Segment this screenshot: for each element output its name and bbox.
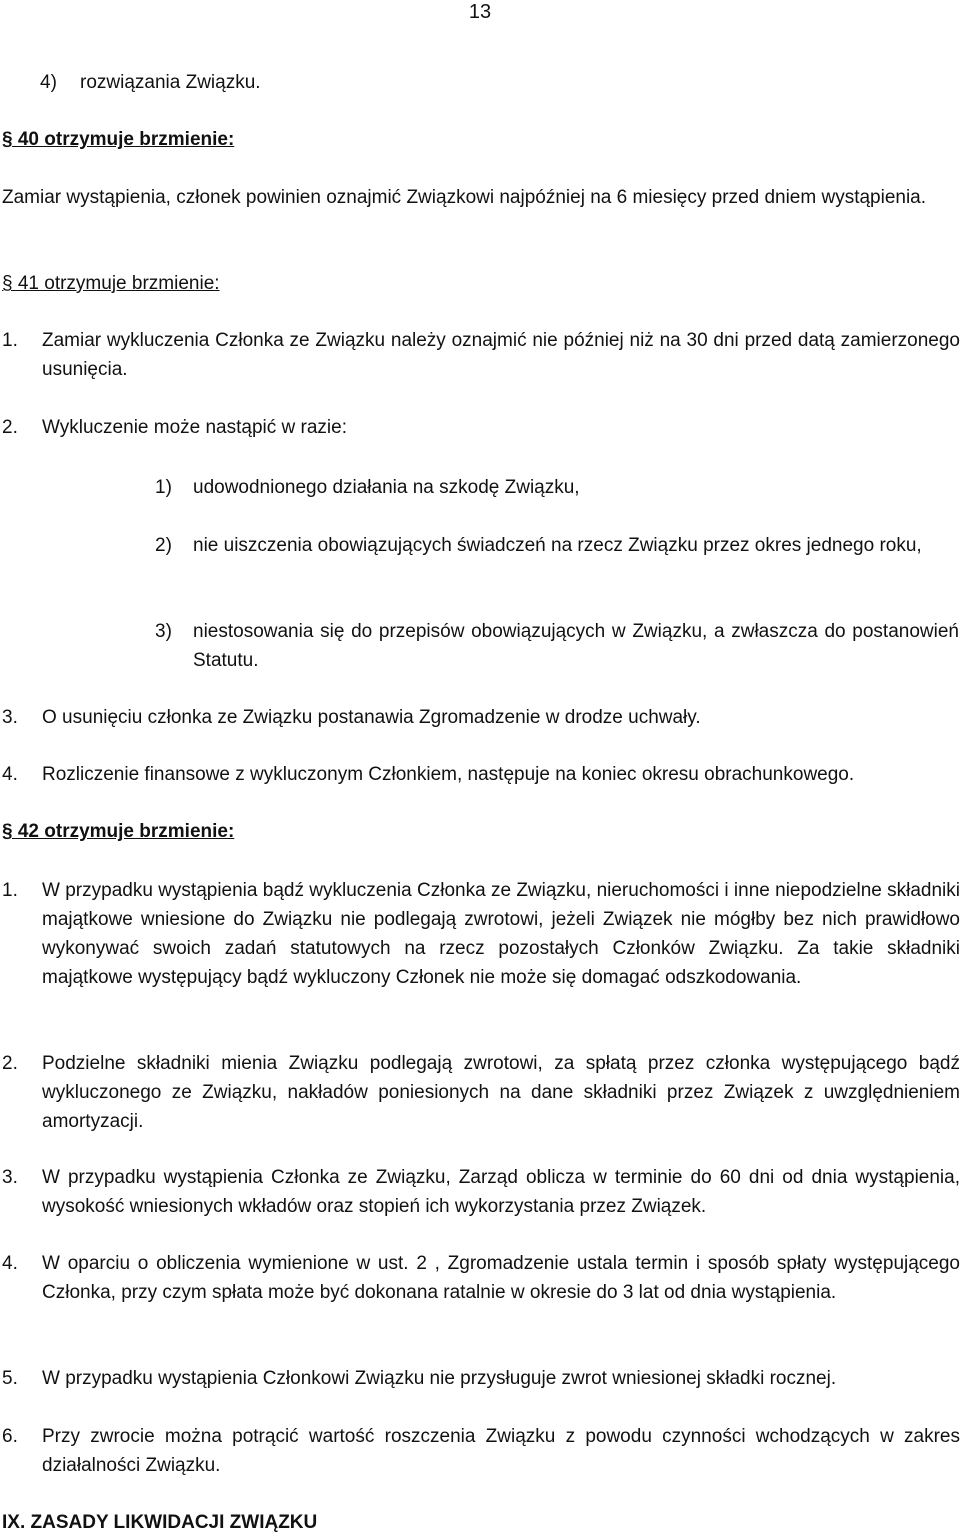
paragraph-text: W oparciu o obliczenia wymienione w ust. 2 , Zgromadzenie ustala termin i sposób spłaty występującego Członka, przy czym spłata może być dokonana ratalnie w okresie do 3 lat od dnia wystąpienia. bbox=[42, 1253, 960, 1303]
paragraph-number: 1. bbox=[2, 330, 18, 351]
subitem-number: 3) bbox=[155, 621, 172, 642]
subitem-number: 2) bbox=[155, 535, 172, 556]
paragraph-text: O usunięciu członka ze Związku postanawia Zgromadzenie w drodze uchwały. bbox=[42, 707, 701, 728]
paragraph-number: 6. bbox=[2, 1426, 18, 1447]
paragraph-text: Wykluczenie może nastąpić w razie: bbox=[42, 417, 348, 438]
section-40-heading: § 40 otrzymuje brzmienie: bbox=[2, 129, 235, 150]
paragraph-text: W przypadku wystąpienia bądź wykluczenia Członka ze Związku, nieruchomości i inne niepodzielne składniki majątkowe wniesione do Związku nie podlegają zwrotowi, jeżeli Związek nie mógłby bez nich prawidłowo wykonywać swoich zadań statutowych na rzecz pozostałych Członków Związku. Za takie składniki majątkowe występujący bądź wykluczony Członek nie może się domagać odszkodowania. bbox=[42, 880, 960, 988]
list-item-number: 4) bbox=[40, 72, 57, 93]
paragraph-number: 1. bbox=[2, 880, 18, 901]
paragraph-number: 4. bbox=[2, 1253, 18, 1274]
section-42-heading: § 42 otrzymuje brzmienie: bbox=[2, 821, 235, 842]
paragraph-number: 2. bbox=[2, 1053, 18, 1074]
paragraph-number: 2. bbox=[2, 417, 18, 438]
paragraph-number: 4. bbox=[2, 764, 18, 785]
page-number: 13 bbox=[468, 1, 492, 23]
list-item-text: rozwiązania Związku. bbox=[80, 72, 261, 93]
paragraph-number: 3. bbox=[2, 707, 18, 728]
chapter-heading: IX. ZASADY LIKWIDACJI ZWIĄZKU bbox=[2, 1512, 318, 1533]
section-41-heading: § 41 otrzymuje brzmienie: bbox=[2, 273, 220, 294]
paragraph-text: W przypadku wystąpienia Członka ze Związku, Zarząd oblicza w terminie do 60 dni od dnia wystąpienia, wysokość wniesionych wkładów oraz stopień ich wykorzystania przez Związek. bbox=[42, 1167, 960, 1217]
paragraph-text: Zamiar wykluczenia Członka ze Związku należy oznajmić nie później niż na 30 dni przed datą zamierzonego usunięcia. bbox=[42, 330, 960, 380]
subitem-number: 1) bbox=[155, 477, 172, 498]
paragraph-text: Przy zwrocie można potrącić wartość roszczenia Związku z powodu czynności wchodzących w zakres działalności Związku. bbox=[42, 1426, 960, 1476]
subitem-text: nie uiszczenia obowiązujących świadczeń na rzecz Związku przez okres jednego roku, bbox=[193, 535, 922, 556]
section-40-text: Zamiar wystąpienia, członek powinien oznajmić Związkowi najpóźniej na 6 miesięcy przed dniem wystąpienia. bbox=[2, 187, 927, 208]
paragraph-text: Podzielne składniki mienia Związku podlegają zwrotowi, za spłatą przez członka występującego bądź wykluczonego ze Związku, nakładów poniesionych na dane składniki przez Związek z uwzględnieniem amortyzacji. bbox=[42, 1053, 960, 1132]
paragraph-number: 5. bbox=[2, 1368, 18, 1389]
subitem-text: udowodnionego działania na szkodę Związku, bbox=[193, 477, 580, 498]
paragraph-text: Rozliczenie finansowe z wykluczonym Członkiem, następuje na koniec okresu obrachunkowego. bbox=[42, 764, 855, 785]
paragraph-text: W przypadku wystąpienia Członkowi Związku nie przysługuje zwrot wniesionej składki rocznej. bbox=[42, 1368, 837, 1389]
paragraph-number: 3. bbox=[2, 1167, 18, 1188]
subitem-text: niestosowania się do przepisów obowiązujących w Związku, a zwłaszcza do postanowień Statutu. bbox=[193, 621, 959, 671]
